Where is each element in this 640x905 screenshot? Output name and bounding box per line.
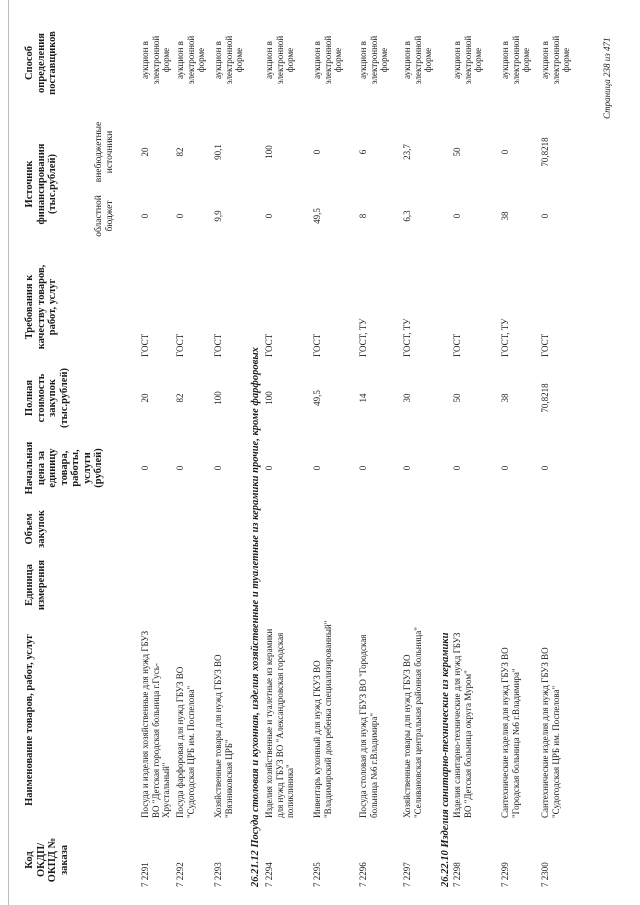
row-5-code: 7 2295 [312,862,322,887]
row-3-cost: 100 [213,391,223,405]
row-8-method: аукцион в электронной форме [452,35,483,85]
row-10-req: ГОСТ [540,333,550,357]
row-6-price: 0 [358,465,368,471]
row-3-name: Хозяйственные товары для нужд ГБУЗ ВО "Вязниковская ЦРБ" [213,654,234,818]
row-6-name: Посуда столовая для нужд ГБУЗ ВО "Городская больница №6 г.Владимира" [358,634,379,818]
row-6-req: ГОСТ, ТУ [358,318,368,357]
row-2-code: 7 2292 [175,862,185,887]
left-border-line [8,0,9,905]
row-5-req: ГОСТ [312,333,322,357]
row-3-offbudget: 90,1 [213,144,223,160]
row-2-name: Посуда фарфоровая для нужд ГБУЗ ВО "Судогодская ЦРБ им. Поспелова" [175,666,196,818]
row-2-method: аукцион в электронной форме [175,35,206,85]
category-heading-2 [440,633,451,887]
row-1-cost: 20 [140,393,150,403]
row-8-price: 0 [452,465,462,471]
row-3-req: ГОСТ [213,333,223,357]
category-heading-1 [250,347,261,887]
row-9-cost: 38 [500,393,510,403]
row-2-regional: 0 [175,213,185,219]
row-10-cost: 70,8218 [540,383,550,413]
row-5-regional: 49,5 [312,208,322,224]
row-4-regional: 0 [264,213,274,219]
row-4-offbudget: 100 [264,145,274,159]
row-4-method: аукцион в электронной форме [264,35,295,85]
category-title: Изделия санитарно-технические из керамики [440,632,451,848]
row-9-offbudget: 0 [500,149,510,155]
row-7-name: Хозяйственные товары для нужд ГБУЗ ВО "Селивановская центральная районная больница" [402,627,423,818]
row-7-cost: 30 [402,393,412,403]
row-2-req: ГОСТ [175,333,185,357]
row-6-regional: 8 [358,213,368,219]
row-1-req: ГОСТ [140,333,150,357]
row-3-code: 7 2293 [213,862,223,887]
header-volume: Объем закупок [24,510,47,548]
page-footer: Страница 238 из 471 [602,37,612,119]
row-7-method: аукцион в электронной форме [402,35,433,85]
row-9-code: 7 2299 [500,862,510,887]
row-6-method: аукцион в электронной форме [358,35,389,85]
row-2-cost: 82 [175,393,185,403]
row-9-req: ГОСТ, ТУ [500,318,510,357]
header-name: Наименование товаров, работ, услуг [24,634,35,806]
row-1-regional: 0 [140,213,150,219]
row-8-regional: 0 [452,213,462,219]
row-10-name: Сантехнические изделия для нужд ГБУЗ ВО "Судогодская ЦРБ им. Поспелова" [540,647,561,818]
row-1-name: Посуда и изделия хозяйственные для нужд ГБУЗ ВО "Детская городская больница г.Гусь-Хрустальный" [140,630,171,818]
header-full-cost: Полная стоимость закупок (тыс.рублей) [24,367,70,429]
row-6-cost: 14 [358,393,368,403]
row-5-method: аукцион в электронной форме [312,35,343,85]
row-9-regional: 38 [500,211,510,221]
row-9-name: Сантехнические изделия для нужд ГБУЗ ВО "Городская больница №6 г.Владимира" [500,647,521,818]
row-4-name: Изделия хозяйственные и туалетные из керамики для нужд ГБУЗ ВО "Александровская городская поликлиника" [264,628,295,818]
row-2-offbudget: 82 [175,147,185,157]
category-code: 26.22.10 [440,850,451,887]
row-8-name: Изделия санитарно-технические для нужд ГБУЗ ВО "Детская больница округа Муром" [452,632,473,818]
category-code: 26.21.12 [250,850,261,887]
row-4-req: ГОСТ [264,333,274,357]
header-funding-regional: областной бюджет [94,195,115,237]
row-9-method: аукцион в электронной форме [500,35,531,85]
row-4-cost: 100 [264,391,274,405]
row-3-method: аукцион в электронной форме [213,35,244,85]
header-funding: Источник финансирования (тыс.рублей) [24,143,58,225]
row-8-cost: 50 [452,393,462,403]
row-10-method: аукцион в электронной форме [540,35,571,85]
row-7-offbudget: 23,7 [402,144,412,160]
row-9-price: 0 [500,465,510,471]
row-5-offbudget: 0 [312,149,322,155]
header-funding-offbudget: внебюджетные источники [94,121,115,183]
row-5-name: Инвентарь кухонный для нужд ГКУЗ ВО "Владимирский дом ребенка специализированный" [312,620,333,818]
row-10-offbudget: 70,8218 [540,137,550,167]
row-1-code: 7 2291 [140,862,150,887]
row-7-code: 7 2297 [402,862,412,887]
row-8-offbudget: 50 [452,147,462,157]
row-1-offbudget: 20 [140,147,150,157]
row-1-method: аукцион в электронной форме [140,35,171,85]
row-5-price: 0 [312,465,322,471]
row-1-price: 0 [140,465,150,471]
row-2-price: 0 [175,465,185,471]
row-6-offbudget: 6 [358,149,368,155]
row-7-regional: 6,3 [402,210,412,222]
row-8-req: ГОСТ [452,333,462,357]
header-code: Код ОКДП/ ОКПД № заказа [24,837,70,883]
row-10-price: 0 [540,465,550,471]
category-title: Посуда столовая и кухонная, изделия хозяйственные и туалетные из керамики прочие, кроме фарфоровых [250,347,261,848]
row-3-regional: 9,9 [213,210,223,222]
header-unit: Единица измерения [24,559,47,611]
row-6-code: 7 2296 [358,862,368,887]
row-7-req: ГОСТ, ТУ [402,318,412,357]
row-3-price: 0 [213,465,223,471]
row-5-cost: 49,5 [312,390,322,406]
row-10-code: 7 2300 [540,862,550,887]
header-method: Способ определения поставщиков [24,31,58,95]
header-initial-price: Начальная цена за единицу товара, работы, услуги (рублей) [24,441,104,495]
row-4-price: 0 [264,465,274,471]
header-requirements: Требования к качеству товаров, работ, услуг [24,264,58,350]
row-8-code: 7 2298 [452,862,462,887]
row-4-code: 7 2294 [264,862,274,887]
row-7-price: 0 [402,465,412,471]
row-10-regional: 0 [540,213,550,219]
